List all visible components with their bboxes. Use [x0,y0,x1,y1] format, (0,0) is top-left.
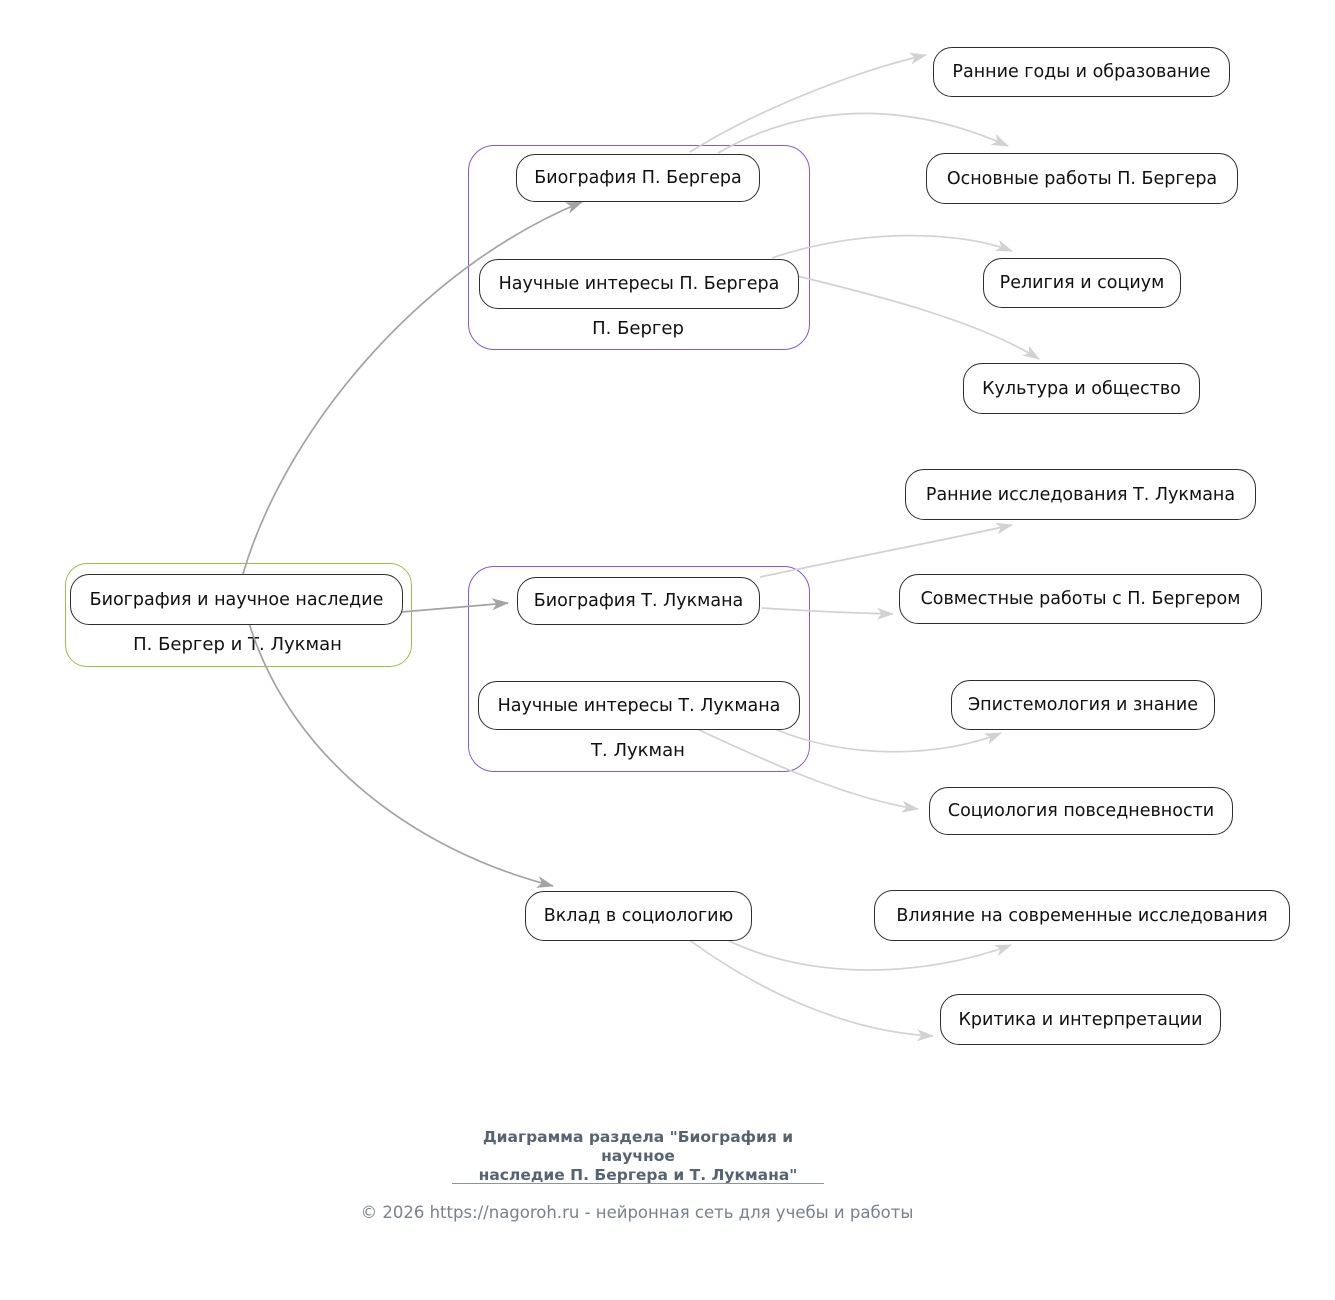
edge-contribution-to-critique [688,939,933,1036]
lukman-cluster-label: Т. Лукман [591,740,685,761]
node-early-years: Ранние годы и образование [933,47,1230,97]
edge-int-berger-to-religion [772,236,1012,258]
node-root: Биография и научное наследие [70,574,403,625]
footer-copyright: © 2026 https://nagoroh.ru - нейронная сеть для учебы и работы [360,1203,914,1222]
node-influence: Влияние на современные исследования [874,890,1290,941]
node-works-berger: Основные работы П. Бергера [926,153,1238,204]
node-bio-berger: Биография П. Бергера [516,154,760,202]
edge-bio-berger-to-works-berger [718,113,1008,153]
node-int-berger: Научные интересы П. Бергера [479,259,799,309]
node-religion: Религия и социум [983,258,1181,308]
node-culture: Культура и общество [963,363,1200,414]
node-contribution: Вклад в социологию [525,891,752,941]
node-joint-works: Совместные работы с П. Бергером [899,574,1262,624]
caption-line-1: Диаграмма раздела "Биография и научное [482,1128,794,1166]
edge-bio-lukman-to-early-research [760,525,1012,577]
edge-int-lukman-to-epistemology [770,727,1001,752]
caption-line-2: наследие П. Бергера и Т. Лукмана" [478,1166,798,1185]
edge-bio-berger-to-early-years [690,55,926,152]
node-int-lukman: Научные интересы Т. Лукмана [478,681,800,730]
node-critique: Критика и интерпретации [940,994,1221,1045]
node-early-research: Ранние исследования Т. Лукмана [905,469,1256,520]
edge-root-to-bio-lukman [401,603,508,612]
edge-bio-lukman-to-joint-works [762,608,893,614]
root-cluster-label: П. Бергер и Т. Лукман [133,634,342,655]
node-epistemology: Эпистемология и знание [951,680,1215,730]
berger-cluster-label: П. Бергер [592,318,684,339]
node-sociology-everyday: Социология повседневности [929,787,1233,835]
edge-contribution-to-influence [723,938,1011,970]
edge-root-to-contribution [249,623,553,886]
node-bio-lukman: Биография Т. Лукмана [517,577,760,625]
edge-root-to-bio-berger [243,202,582,574]
